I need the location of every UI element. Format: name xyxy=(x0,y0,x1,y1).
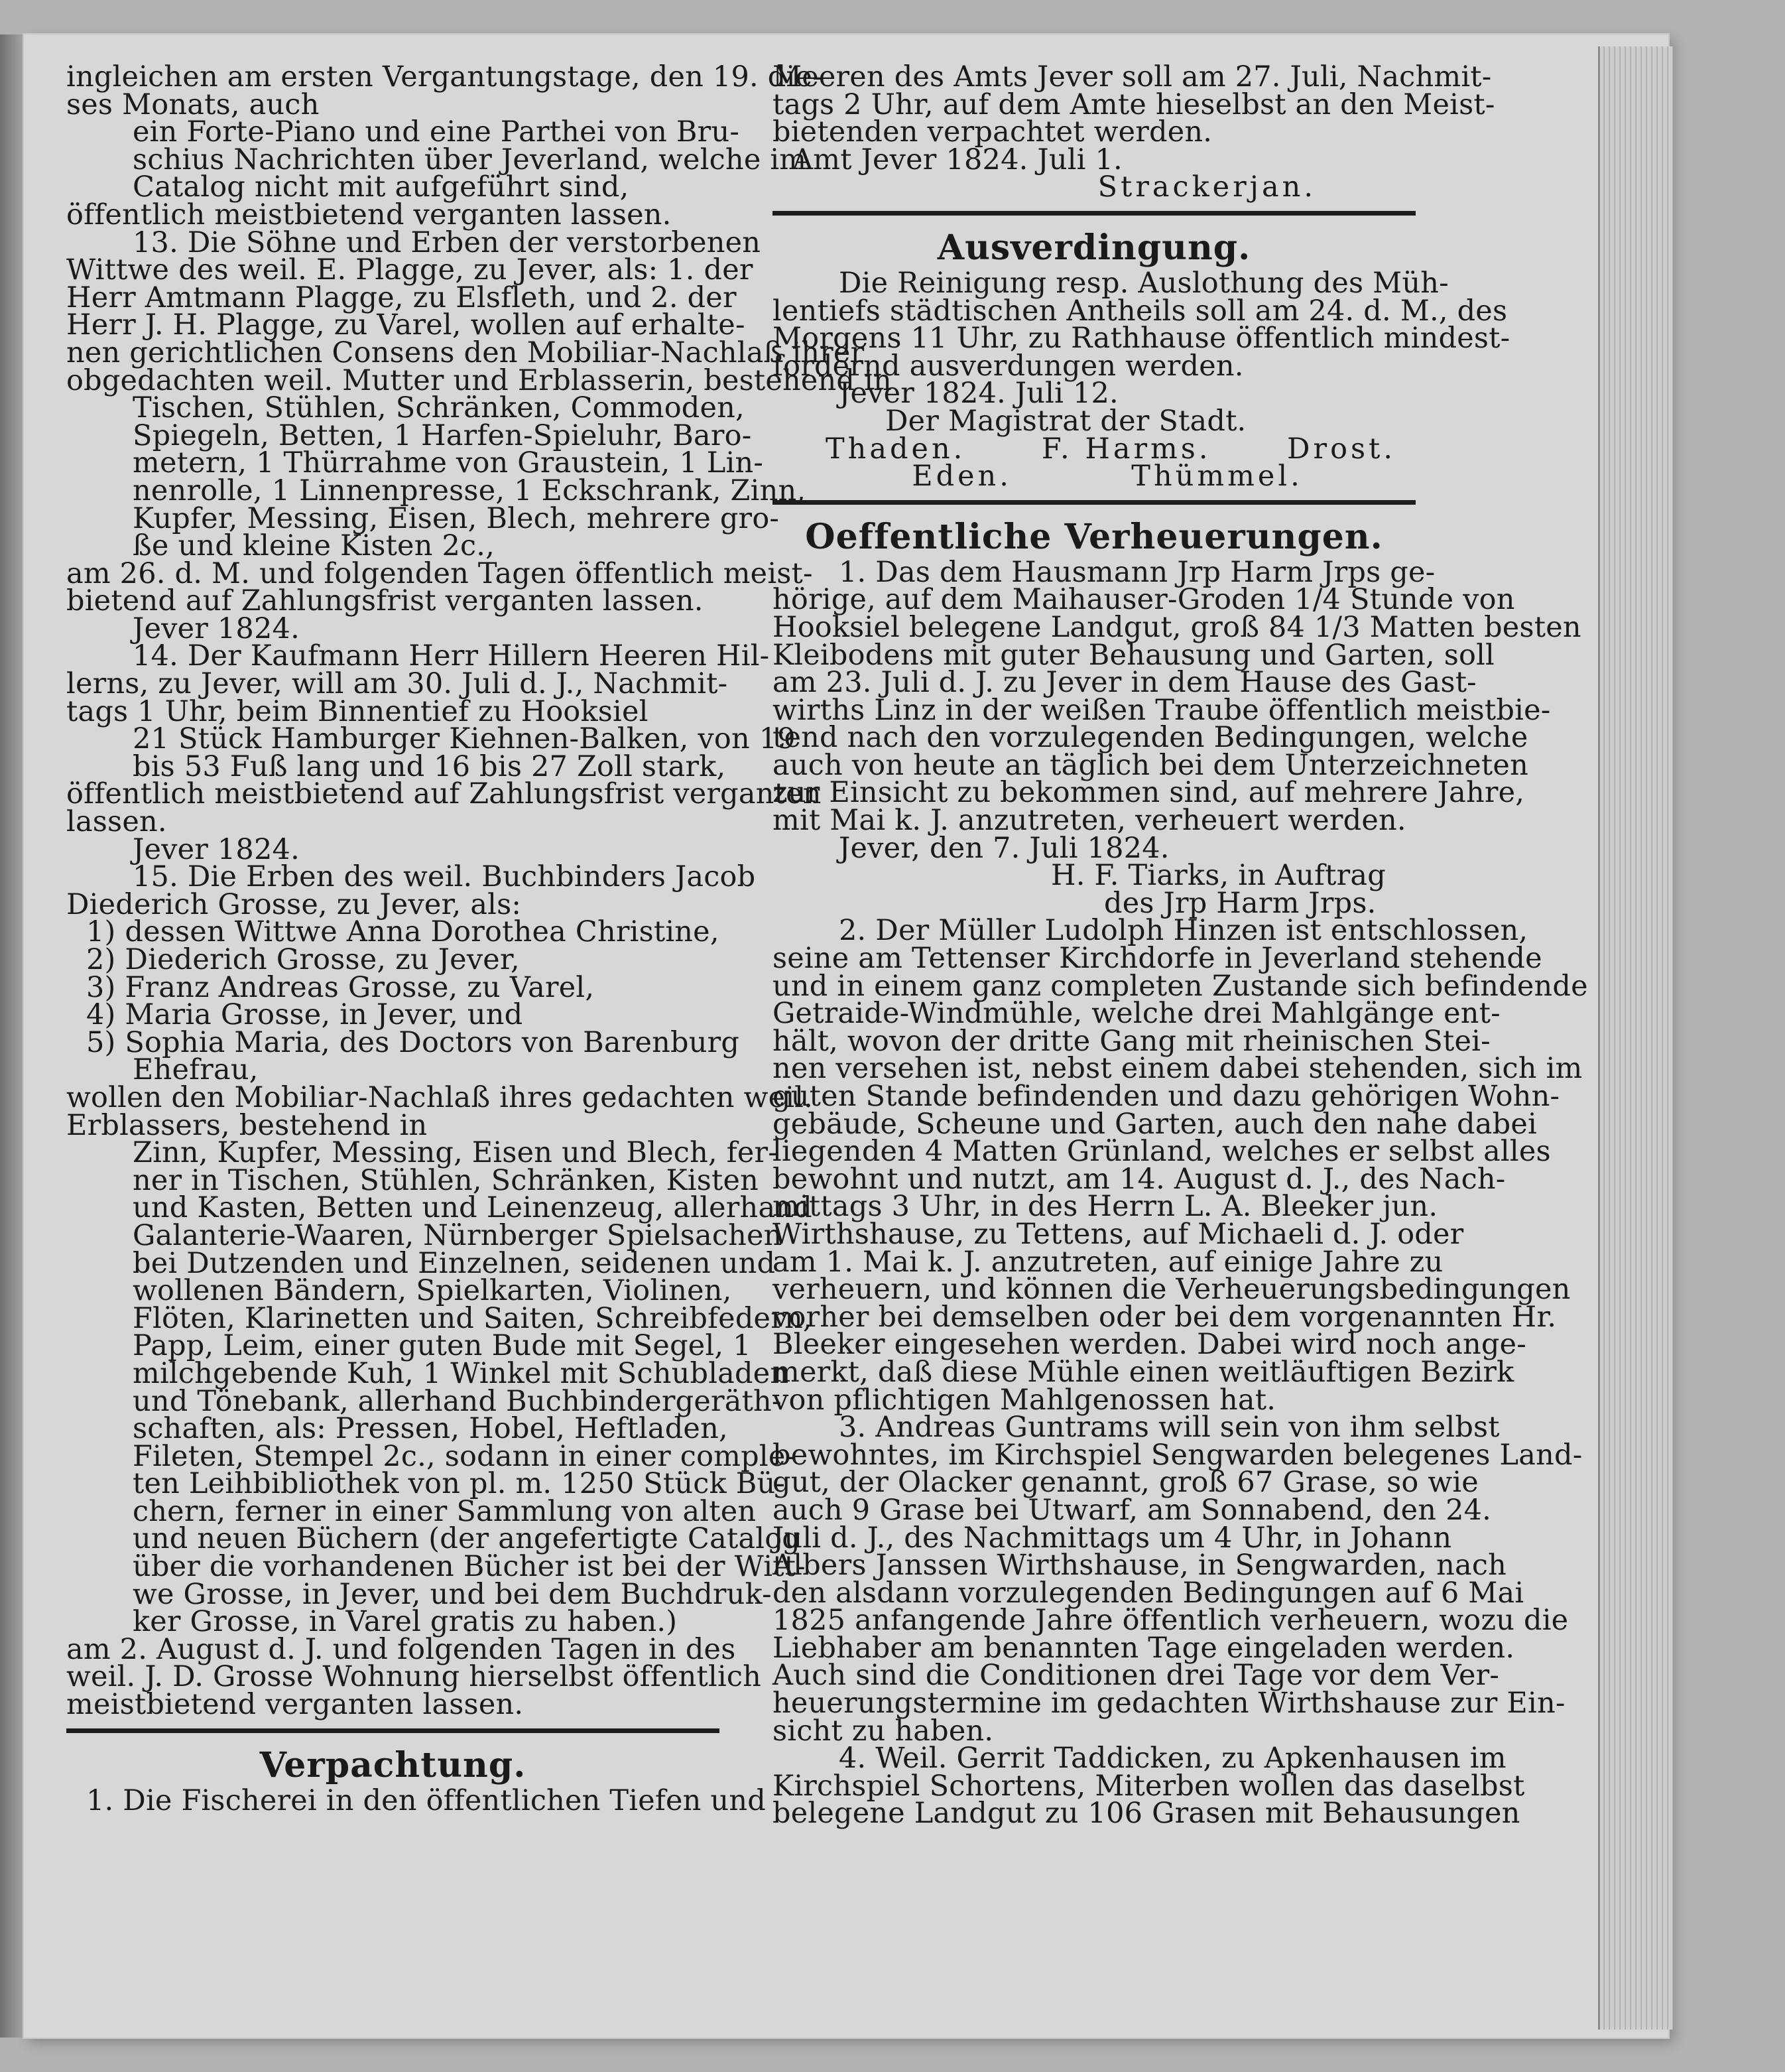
text-line: Jever 1824. Juli 12. xyxy=(839,377,1119,411)
text-line: Papp, Leim, einer guten Bude mit Segel, 1 xyxy=(133,1329,751,1363)
text-line: obgedachten weil. Mutter und Erblasserin, bestehend in xyxy=(66,363,892,397)
text-line: Liebhaber am benannten Tage eingeladen werden. xyxy=(772,1631,1515,1665)
text-line: ein Forte-Piano und eine Parthei von Bru- xyxy=(133,115,740,149)
text-line: heuerungstermine im gedachten Wirthshause zur Ein- xyxy=(772,1687,1566,1720)
text-line: bewohnt und nutzt, am 14. August d. J., des Nach- xyxy=(772,1162,1506,1196)
signature-name: Thaden. xyxy=(826,432,966,466)
text-line: vorher bei demselben oder bei dem vorgenannten Hr. xyxy=(772,1300,1557,1334)
text-line: Die Reinigung resp. Auslothung des Müh- xyxy=(839,266,1449,300)
text-line: lassen. xyxy=(66,805,167,839)
text-line: lentiefs städtischen Antheils soll am 24. d. M., des xyxy=(772,294,1508,328)
text-line: fordernd ausverdungen werden. xyxy=(772,349,1244,383)
text-line: tend nach den vorzulegenden Bedingungen, welche xyxy=(772,721,1528,755)
signature-name: Drost. xyxy=(1287,432,1396,466)
section-heading-ausverdingung: Ausverdingung. xyxy=(937,227,1251,268)
text-line: am 2. August d. J. und folgenden Tagen in des xyxy=(66,1632,736,1666)
text-line: den alsdann vorzulegenden Bedingungen auf 6 Mai xyxy=(772,1576,1524,1610)
text-line: ingleichen am ersten Vergantungstage, den 19. die- xyxy=(66,60,822,94)
text-line: Wittwe des weil. E. Plagge, zu Jever, als: 1. der xyxy=(66,253,753,287)
text-line: schius Nachrichten über Jeverland, welche im xyxy=(133,143,807,176)
text-line: lerns, zu Jever, will am 30. Juli d. J., Nachmit- xyxy=(66,667,728,701)
text-line: ker Grosse, in Varel gratis zu haben.) xyxy=(133,1605,678,1639)
text-line: 1825 anfangende Jahre öffentlich verheuern, wozu die xyxy=(772,1604,1569,1638)
text-line: Kupfer, Messing, Eisen, Blech, mehrere gro- xyxy=(133,501,780,535)
text-line: des Jrp Harm Jrps. xyxy=(1104,886,1377,920)
text-line: belegene Landgut zu 106 Grasen mit Behausungen xyxy=(772,1797,1520,1831)
text-line: Jever 1824. xyxy=(133,612,300,645)
text-line: bewohntes, im Kirchspiel Sengwarden belegenes Land- xyxy=(772,1438,1583,1472)
right-column xyxy=(772,60,1588,1831)
text-line: chern, ferner in einer Sammlung von alten xyxy=(133,1494,757,1528)
text-line: schaften, als: Pressen, Hobel, Heftladen, xyxy=(133,1412,728,1446)
text-line: 13. Die Söhne und Erben der verstorbenen xyxy=(133,226,761,259)
text-line: öffentlich meistbietend verganten lassen. xyxy=(66,198,672,231)
text-line: und neuen Büchern (der angefertigte Catalog xyxy=(133,1522,801,1556)
text-line: gut, der Olacker genannt, groß 67 Grase, so wie xyxy=(772,1466,1479,1500)
text-line: hält, wovon der dritte Gang mit rheinischen Stei- xyxy=(772,1024,1491,1058)
text-line: seine am Tettenser Kirchdorfe in Jeverland stehende xyxy=(772,942,1542,976)
text-line: bis 53 Fuß lang und 16 bis 27 Zoll stark, xyxy=(133,749,726,783)
text-line: sicht zu haben. xyxy=(772,1714,994,1748)
text-line: Auch sind die Conditionen drei Tage vor dem Ver- xyxy=(772,1659,1500,1693)
text-line: Amt Jever 1824. Juli 1. xyxy=(792,143,1123,176)
text-line: Jever 1824. xyxy=(133,832,300,866)
text-line: weil. J. D. Grosse Wohnung hierselbst öffentlich xyxy=(66,1660,762,1694)
book-gutter xyxy=(0,34,24,2038)
text-line: 4. Weil. Gerrit Taddicken, zu Apkenhausen im xyxy=(839,1742,1507,1776)
text-line: öffentlich meistbietend auf Zahlungsfrist verganten xyxy=(66,777,822,811)
text-line: Spiegeln, Betten, 1 Harfen-Spieluhr, Baro- xyxy=(133,419,752,452)
text-line: Morgens 11 Uhr, zu Rathhause öffentlich mindest- xyxy=(772,322,1510,356)
text-line: 2. Der Müller Ludolph Hinzen ist entschlossen, xyxy=(839,914,1528,948)
text-line: nen gerichtlichen Consens den Mobiliar-Nachlaß ihrer xyxy=(66,336,865,369)
text-line: bietenden verpachtet werden. xyxy=(772,115,1213,149)
magistrat-signatures-row-2 xyxy=(772,460,1416,493)
text-line: 15. Die Erben des weil. Buchbinders Jacob xyxy=(133,860,756,894)
text-line: Catalog nicht mit aufgeführt sind, xyxy=(133,170,629,204)
text-line: Herr J. H. Plagge, zu Varel, wollen auf erhalte- xyxy=(66,308,745,342)
signature-name: F. Harms. xyxy=(1041,432,1211,466)
text-line: über die vorhandenen Bücher ist bei der Witt- xyxy=(133,1550,806,1584)
text-line: gebäude, Scheune und Garten, auch den nahe dabei xyxy=(772,1107,1537,1141)
text-line: 3. Andreas Guntrams will sein von ihm selbst xyxy=(839,1411,1500,1445)
text-line: Herr Amtmann Plagge, zu Elsfleth, und 2. der xyxy=(66,281,737,314)
text-line: verheuern, und können die Verheuerungsbedingungen xyxy=(772,1273,1571,1307)
signature-name: Eden. xyxy=(912,460,1012,493)
text-line: 4) Maria Grosse, in Jever, und xyxy=(86,998,523,1032)
text-line: milchgebende Kuh, 1 Winkel mit Schubladen xyxy=(133,1356,789,1390)
section-divider xyxy=(66,1728,719,1733)
text-line: Tischen, Stühlen, Schränken, Commoden, xyxy=(133,391,745,425)
text-line: liegenden 4 Matten Grünland, welches er selbst alles xyxy=(772,1135,1551,1169)
text-line: und Tönebank, allerhand Buchbindergeräth- xyxy=(133,1384,782,1418)
text-line: Jever, den 7. Juli 1824. xyxy=(839,831,1170,865)
text-line: Juli d. J., des Nachmittags um 4 Uhr, in Johann xyxy=(772,1521,1452,1555)
text-line: Flöten, Klarinetten und Saiten, Schreibfedern, xyxy=(133,1301,812,1335)
text-line: Albers Janssen Wirthshause, in Sengwarden, nach xyxy=(772,1549,1507,1583)
text-line: 14. Der Kaufmann Herr Hillern Heeren Hil- xyxy=(133,639,770,673)
text-line: 3) Franz Andreas Grosse, zu Varel, xyxy=(86,970,595,1004)
text-line: Fileten, Stempel 2c., sodann in einer comple- xyxy=(133,1439,796,1473)
text-line: Hooksiel belegene Landgut, groß 84 1/3 Matten besten xyxy=(772,610,1581,644)
section-divider xyxy=(772,500,1416,505)
text-line: ner in Tischen, Stühlen, Schränken, Kisten xyxy=(133,1163,759,1197)
text-line: von pflichtigen Mahlgenossen hat. xyxy=(772,1383,1276,1417)
text-line: und Kasten, Betten und Leinenzeug, allerhand xyxy=(133,1191,812,1225)
text-line: wirths Linz in der weißen Traube öffentlich meistbie- xyxy=(772,693,1551,727)
text-line: Erblassers, bestehend in xyxy=(66,1108,428,1142)
page-edges xyxy=(1598,46,1673,2030)
text-line: ten Leihbibliothek von pl. m. 1250 Stück Bü- xyxy=(133,1467,786,1501)
text-line: Zinn, Kupfer, Messing, Eisen und Blech, fer- xyxy=(133,1136,778,1170)
text-line: wollenen Bändern, Spielkarten, Violinen, xyxy=(133,1274,732,1308)
text-line: 21 Stück Hamburger Kiehnen-Balken, von 19 xyxy=(133,722,796,756)
text-line: we Grosse, in Jever, und bei dem Buchdruk- xyxy=(133,1577,772,1611)
section-heading-verpachtung: Verpachtung. xyxy=(259,1744,526,1785)
text-line: auch von heute an täglich bei dem Unterzeichneten xyxy=(772,748,1528,782)
text-line: Kleibodens mit guter Behausung und Garten, soll xyxy=(772,638,1495,672)
text-line: Der Magistrat der Stadt. xyxy=(885,404,1247,438)
signature-strackerjan: Strackerjan. xyxy=(1097,170,1316,204)
text-line: 2) Diederich Grosse, zu Jever, xyxy=(86,943,520,976)
text-line: wollen den Mobiliar-Nachlaß ihres gedachten weil. xyxy=(66,1080,813,1114)
text-line: und in einem ganz completen Zustande sich befindende xyxy=(772,969,1588,1003)
text-line: am 1. Mai k. J. anzutreten, auf einige Jahre zu xyxy=(772,1245,1444,1279)
text-line: H. F. Tiarks, in Auftrag xyxy=(1051,859,1386,893)
text-line: 1. Das dem Hausmann Jrp Harm Jrps ge- xyxy=(839,555,1436,589)
text-line: Ehefrau, xyxy=(133,1053,259,1087)
text-line: zur Einsicht zu bekommen sind, auf mehrere Jahre, xyxy=(772,776,1525,810)
text-line: 5) Sophia Maria, des Doctors von Barenburg xyxy=(86,1025,740,1059)
text-line: nenrolle, 1 Linnenpresse, 1 Eckschrank, Zinn, xyxy=(133,474,806,507)
section-divider xyxy=(772,211,1416,216)
magistrat-signatures-row-1 xyxy=(772,432,1416,466)
text-line: merkt, daß diese Mühle einen weitläuftigen Bezirk xyxy=(772,1355,1514,1389)
text-line: Kirchspiel Schortens, Miterben wollen das daselbst xyxy=(772,1769,1525,1803)
text-line: tags 1 Uhr, beim Binnentief zu Hooksiel xyxy=(66,694,648,728)
text-line: Getraide-Windmühle, welche drei Mahlgänge ent- xyxy=(772,997,1501,1031)
text-line: Galanterie-Waaren, Nürnberger Spielsachen xyxy=(133,1218,782,1252)
text-line: am 26. d. M. und folgenden Tagen öffentlich meist- xyxy=(66,556,813,590)
text-line: am 23. Juli d. J. zu Jever in dem Hause des Gast- xyxy=(772,666,1477,700)
text-line: Diederich Grosse, zu Jever, als: xyxy=(66,887,522,921)
text-line: bietend auf Zahlungsfrist verganten lassen. xyxy=(66,584,704,618)
text-line: meistbietend verganten lassen. xyxy=(66,1688,524,1722)
text-line: 1) dessen Wittwe Anna Dorothea Christine, xyxy=(86,915,719,949)
text-line: ses Monats, auch xyxy=(66,88,320,121)
text-line: auch 9 Grase bei Utwarf, am Sonnabend, den 24. xyxy=(772,1493,1492,1527)
text-line: mit Mai k. J. anzutreten, verheuert werden. xyxy=(772,804,1406,838)
signature-name: Thümmel. xyxy=(1131,460,1303,493)
text-line: Meeren des Amts Jever soll am 27. Juli, Nachmit- xyxy=(772,60,1492,94)
section-heading-verheuerungen: Oeffentliche Verheuerungen. xyxy=(805,516,1383,557)
text-line: guten Stande befindenden und dazu gehörigen Wohn- xyxy=(772,1080,1560,1113)
text-line: nen versehen ist, nebst einem dabei stehenden, sich im xyxy=(772,1052,1583,1086)
text-line: tags 2 Uhr, auf dem Amte hieselbst an den Meist- xyxy=(772,88,1495,121)
text-line: hörige, auf dem Maihauser-Groden 1/4 Stunde von xyxy=(772,583,1515,617)
text-line: bei Dutzenden und Einzelnen, seidenen und xyxy=(133,1246,776,1280)
text-line: Wirthshause, zu Tettens, auf Michaeli d. J. oder xyxy=(772,1217,1464,1251)
text-line: metern, 1 Thürrahme von Graustein, 1 Lin- xyxy=(133,446,764,480)
text-line: 1. Die Fischerei in den öffentlichen Tiefen und xyxy=(86,1783,766,1817)
text-line: Bleeker eingesehen werden. Dabei wird noch ange- xyxy=(772,1328,1526,1362)
text-line: mittags 3 Uhr, in des Herrn L. A. Bleeker jun. xyxy=(772,1190,1438,1224)
text-line: ße und kleine Kisten 2c., xyxy=(133,529,495,563)
